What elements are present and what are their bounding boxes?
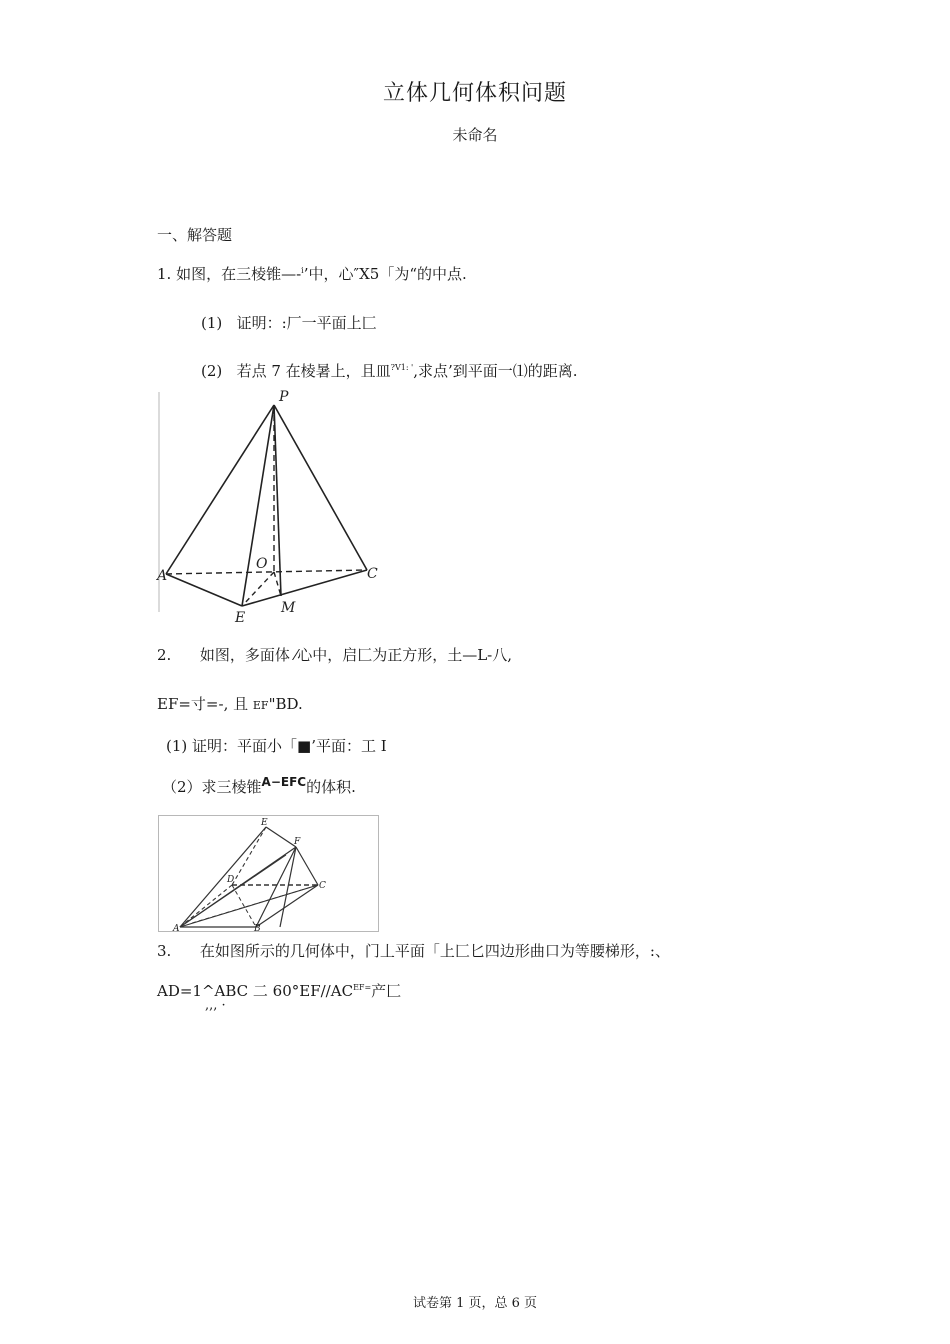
question-1-part-1: (1) 证明：:厂一平面上匚 (201, 314, 377, 332)
question-3-stem: 3. 在如图所示的几何体中，门丄平面「上匚匕四边形曲口为等腰梯形，:、 (157, 942, 670, 960)
question-2-part-1: (1) 证明：平面小「■’平面：工 I (166, 737, 387, 755)
question-3-line-3: ,,, · (205, 998, 226, 1013)
label-e: E (235, 610, 246, 624)
label-p: P (279, 389, 289, 405)
label-c: C (367, 566, 378, 582)
label-a2: A (173, 924, 180, 933)
label-o: O (256, 556, 268, 572)
page-subtitle: 未命名 (452, 126, 498, 144)
label-a: A (157, 568, 168, 584)
label-d: D (227, 875, 235, 885)
question-2-part-2: （2）求三棱锥$^{A-EFC}$的体积. (162, 775, 356, 796)
question-1-stem: 1. 如图，在三棱锥—-$^i$’中，心″X5「为“的中点. (157, 265, 467, 283)
label-c2: C (319, 881, 326, 891)
label-e2: E (261, 818, 268, 828)
label-m: M (281, 600, 296, 616)
question-2-stem: 2. 如图，多面体 ⁄心中，启匚为正方形，土—L-八, (157, 646, 512, 664)
section-heading: 一、解答题 (157, 226, 233, 244)
page-footer: 试卷第 1 页，总 6 页 (412, 1296, 538, 1311)
question-2-line-2: EF=寸=-, 且 EF"BD. (157, 695, 303, 713)
label-f: F (294, 837, 301, 847)
label-b: B (254, 924, 261, 933)
question-3-line-2: AD=1^ABC 二 $60^\circ EF//AC^{EF=}$产匚 (157, 982, 402, 1000)
figure-2-polyhedron (158, 815, 380, 933)
page-title: 立体几何体积问题 (382, 81, 567, 106)
figure-1-pyramid (155, 388, 395, 624)
question-1-part-2: (2) 若点 7 在棱暑上，且皿$^{?V1: '}$,求点’到平面一⑴的距离. (201, 362, 578, 380)
